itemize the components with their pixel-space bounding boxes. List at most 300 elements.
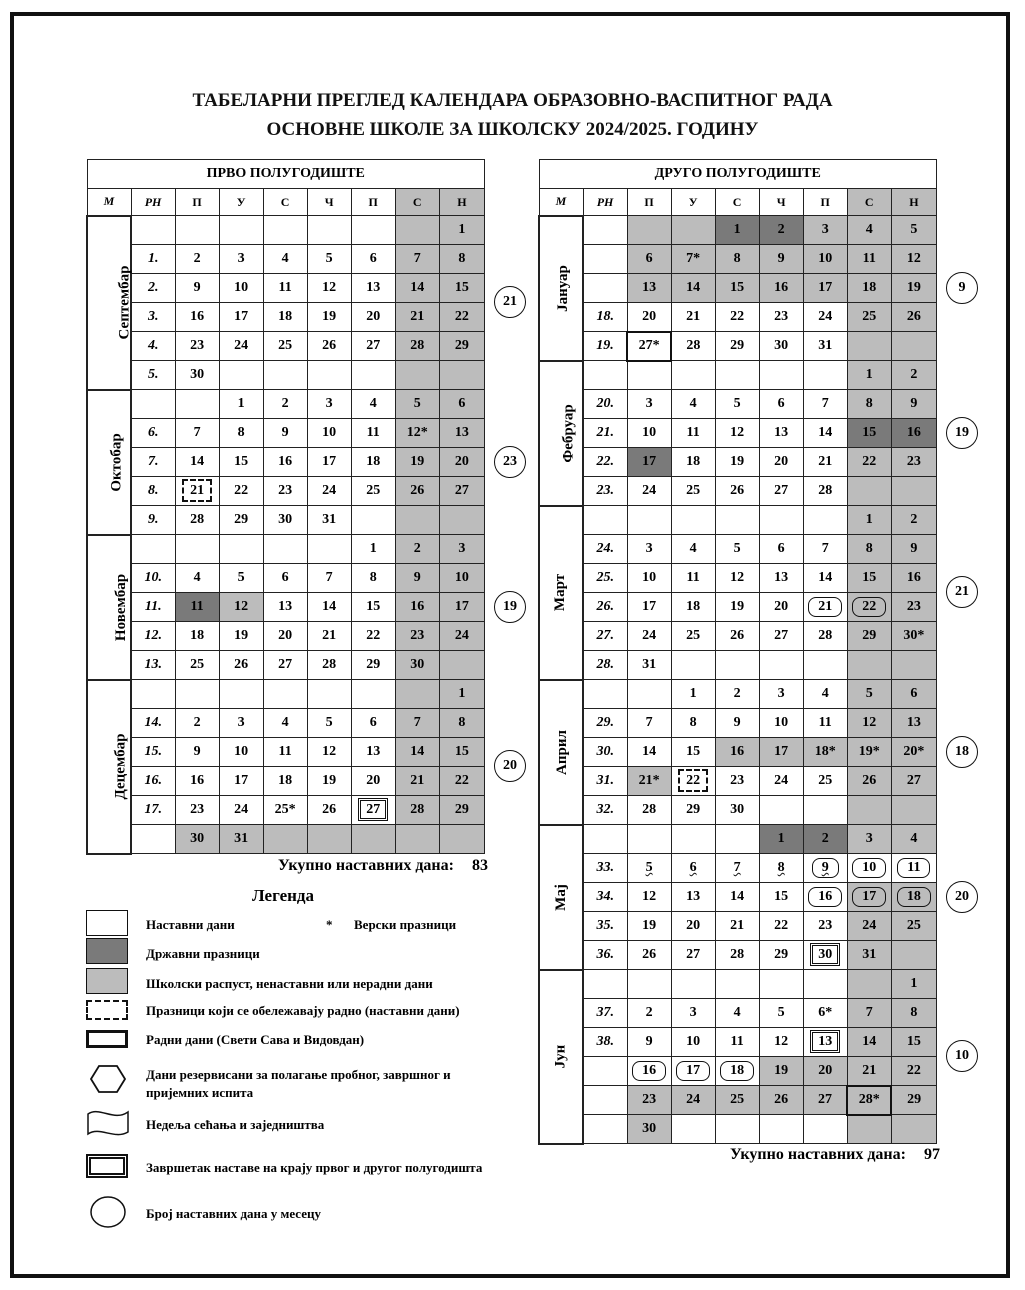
day-number: 19 xyxy=(322,773,337,788)
day-cell xyxy=(671,564,715,593)
week-row xyxy=(87,767,485,796)
week-row xyxy=(539,1028,937,1057)
day-cell xyxy=(715,709,759,738)
day-number: 13 xyxy=(810,1030,840,1053)
day-cell xyxy=(671,303,715,332)
day-number: 29 xyxy=(774,947,789,962)
week-number: 11. xyxy=(144,599,162,614)
day-cell xyxy=(671,970,715,999)
week-number-cell xyxy=(583,448,627,477)
day-cell xyxy=(175,535,219,564)
day-number: 9 xyxy=(910,396,918,411)
day-cell xyxy=(847,593,891,622)
week-row xyxy=(539,361,937,390)
day-cell xyxy=(263,477,307,506)
day-cell xyxy=(395,680,439,709)
day-number: 23 xyxy=(906,454,921,469)
week-number: 1. xyxy=(148,251,159,266)
day-cell xyxy=(803,825,847,854)
day-cell xyxy=(671,883,715,912)
day-cell xyxy=(627,245,671,274)
day-number: 22 xyxy=(774,918,789,933)
day-cell xyxy=(847,912,891,941)
day-number: 5 xyxy=(910,222,918,237)
day-number: 22 xyxy=(454,309,469,324)
day-cell xyxy=(219,303,263,332)
day-number: 19 xyxy=(322,309,337,324)
week-number-cell xyxy=(583,477,627,506)
month-label-cell xyxy=(539,216,583,361)
day-cell xyxy=(351,245,395,274)
week-number-cell xyxy=(583,1115,627,1144)
day-cell xyxy=(627,274,671,303)
day-number: 13 xyxy=(278,599,293,614)
day-cell xyxy=(263,448,307,477)
month-teaching-days-count: 19 xyxy=(946,417,978,449)
day-cell xyxy=(803,680,847,709)
day-cell xyxy=(263,506,307,535)
week-row xyxy=(539,825,937,854)
header-rn: РН xyxy=(131,189,175,216)
day-number: 26 xyxy=(862,773,877,788)
legend-label: Наставни дани xyxy=(146,917,235,932)
day-number: 14 xyxy=(818,425,833,440)
day-cell xyxy=(627,651,671,680)
day-number: 20 xyxy=(774,454,789,469)
day-number: 22 xyxy=(862,454,877,469)
day-number: 21 xyxy=(182,479,212,502)
week-number: 17. xyxy=(144,802,163,817)
legend-label: Државни празници xyxy=(146,946,260,961)
day-number: 9 xyxy=(812,858,839,878)
week-row xyxy=(539,477,937,506)
day-number: 11 xyxy=(686,425,700,440)
week-row xyxy=(539,1057,937,1086)
day-cell xyxy=(715,825,759,854)
day-cell xyxy=(439,680,484,709)
day-number: 4 xyxy=(865,222,873,237)
day-cell xyxy=(627,999,671,1028)
day-cell xyxy=(627,680,671,709)
day-number: 3 xyxy=(821,222,829,237)
day-number: 20 xyxy=(642,308,657,324)
day-number: 29 xyxy=(454,802,469,817)
day-number: 21 xyxy=(410,773,425,788)
day-number: 19 xyxy=(730,599,745,614)
day-number: 14 xyxy=(730,889,745,904)
day-number: 23 xyxy=(190,802,205,817)
day-number: 13 xyxy=(366,280,381,295)
day-cell xyxy=(803,303,847,332)
week-row xyxy=(539,1086,937,1115)
day-cell xyxy=(803,738,847,767)
day-cell xyxy=(219,332,263,361)
day-number: 21 xyxy=(730,918,745,933)
day-number: 14 xyxy=(818,570,833,585)
week-row xyxy=(87,680,485,709)
day-cell xyxy=(715,1057,759,1086)
day-cell xyxy=(715,622,759,651)
day-cell xyxy=(307,535,351,564)
day-number: 10 xyxy=(642,425,657,440)
day-number: 20 xyxy=(366,773,381,788)
day-cell xyxy=(351,274,395,303)
day-number: 27 xyxy=(686,947,701,962)
day-cell xyxy=(263,419,307,448)
day-cell xyxy=(351,651,395,680)
day-number: 15 xyxy=(686,744,701,759)
day-number: 27 xyxy=(366,338,381,353)
day-cell xyxy=(715,564,759,593)
day-number: 10 xyxy=(686,1034,701,1049)
day-cell xyxy=(175,738,219,767)
week-number-cell xyxy=(583,767,627,796)
day-cell xyxy=(627,448,671,477)
day-cell xyxy=(219,622,263,651)
first-semester-total xyxy=(278,857,488,875)
day-cell xyxy=(175,390,219,419)
day-cell xyxy=(307,216,351,245)
day-cell xyxy=(803,709,847,738)
day-number: 10 xyxy=(642,570,657,585)
month-label-cell xyxy=(539,970,583,1144)
day-cell xyxy=(307,767,351,796)
legend-label: Недеља сећања и заједништва xyxy=(146,1117,325,1132)
day-cell xyxy=(671,941,715,970)
week-row xyxy=(539,738,937,767)
day-cell xyxy=(395,390,439,419)
day-number: 16 xyxy=(190,309,205,324)
day-number: 16 xyxy=(410,599,425,614)
day-number: 25 xyxy=(906,918,921,933)
day-cell xyxy=(219,245,263,274)
day-number: 4 xyxy=(193,570,201,585)
day-cell xyxy=(351,390,395,419)
day-cell xyxy=(671,506,715,535)
week-number-cell xyxy=(131,709,175,738)
day-cell xyxy=(671,1057,715,1086)
day-number: 4 xyxy=(281,251,289,266)
week-number-cell xyxy=(131,738,175,767)
day-cell xyxy=(891,506,936,535)
day-number: 6 xyxy=(777,396,785,411)
week-row xyxy=(539,622,937,651)
week-row xyxy=(539,999,937,1028)
day-cell xyxy=(759,883,803,912)
week-number: 8. xyxy=(148,483,159,498)
week-number-cell xyxy=(583,680,627,709)
day-cell xyxy=(395,564,439,593)
day-cell xyxy=(803,390,847,419)
day-cell xyxy=(263,593,307,622)
day-number: 31 xyxy=(322,512,337,527)
week-row xyxy=(539,564,937,593)
week-number: 37. xyxy=(596,1005,615,1020)
day-number: 24 xyxy=(454,628,469,643)
day-number: 21 xyxy=(808,597,842,617)
day-cell xyxy=(759,622,803,651)
day-cell xyxy=(759,738,803,767)
week-number-cell xyxy=(583,361,627,390)
week-number-cell xyxy=(583,564,627,593)
day-cell xyxy=(307,738,351,767)
day-number: 30 xyxy=(190,367,205,382)
week-number-cell xyxy=(583,245,627,274)
month-name: Октобар xyxy=(108,432,125,492)
day-cell xyxy=(759,274,803,303)
day-number: 11 xyxy=(190,599,204,614)
day-cell xyxy=(803,767,847,796)
week-number-cell xyxy=(583,738,627,767)
day-number: 7 xyxy=(821,396,829,411)
month-name: Децембар xyxy=(112,733,129,800)
day-number: 6 xyxy=(369,251,377,266)
day-cell xyxy=(671,477,715,506)
day-cell xyxy=(307,709,351,738)
header-day: У xyxy=(671,189,715,216)
day-number: 24 xyxy=(862,918,877,933)
day-number: 18 xyxy=(862,280,877,295)
day-cell xyxy=(395,622,439,651)
day-number: 10 xyxy=(454,570,469,585)
day-cell xyxy=(175,796,219,825)
day-cell xyxy=(715,854,759,883)
day-cell xyxy=(175,767,219,796)
month-label-cell xyxy=(539,825,583,970)
day-cell xyxy=(715,1028,759,1057)
day-cell xyxy=(263,680,307,709)
day-cell xyxy=(847,1115,891,1144)
week-number: 27. xyxy=(596,628,615,643)
day-cell xyxy=(627,419,671,448)
day-cell xyxy=(759,390,803,419)
day-cell xyxy=(715,245,759,274)
week-number-cell xyxy=(583,1028,627,1057)
day-number: 28 xyxy=(730,947,745,962)
day-cell xyxy=(175,216,219,245)
day-cell xyxy=(671,912,715,941)
day-cell xyxy=(627,303,671,332)
day-cell xyxy=(351,361,395,390)
day-cell xyxy=(395,216,439,245)
day-cell xyxy=(627,1028,671,1057)
day-number: 29 xyxy=(730,338,745,353)
day-number: 1 xyxy=(689,686,697,701)
day-number: 29 xyxy=(454,338,469,353)
day-cell xyxy=(439,796,484,825)
total-label: Укупно наставних дана: xyxy=(730,1146,906,1163)
day-number: 13 xyxy=(686,889,701,904)
day-number: 24 xyxy=(686,1092,701,1107)
day-cell xyxy=(307,274,351,303)
day-cell xyxy=(627,216,671,245)
day-number: 3 xyxy=(325,396,333,411)
day-cell xyxy=(263,361,307,390)
day-number: 2 xyxy=(733,686,741,701)
day-cell xyxy=(847,245,891,274)
day-cell xyxy=(439,448,484,477)
day-number: 10 xyxy=(234,744,249,759)
day-number: 12* xyxy=(406,425,428,440)
day-number: 2 xyxy=(645,1005,653,1020)
day-number: 4 xyxy=(733,1005,741,1020)
day-cell xyxy=(891,593,936,622)
week-number: 23. xyxy=(596,483,615,498)
day-cell xyxy=(847,883,891,912)
day-cell xyxy=(219,767,263,796)
month-teaching-days-count: 23 xyxy=(494,446,526,478)
month-name: Фебруар xyxy=(560,403,577,463)
day-cell xyxy=(307,564,351,593)
day-cell xyxy=(891,738,936,767)
week-number-cell xyxy=(583,999,627,1028)
day-number: 14 xyxy=(686,280,701,295)
day-cell xyxy=(671,680,715,709)
day-cell xyxy=(891,912,936,941)
day-cell xyxy=(307,303,351,332)
day-number: 24 xyxy=(642,483,657,498)
day-number: 4 xyxy=(281,715,289,730)
week-row xyxy=(539,303,937,332)
header-day: Н xyxy=(891,189,936,216)
day-cell xyxy=(715,1115,759,1144)
day-cell xyxy=(803,535,847,564)
day-number: 1 xyxy=(458,222,466,237)
day-cell xyxy=(263,825,307,854)
day-cell xyxy=(891,448,936,477)
day-number: 20 xyxy=(278,628,293,643)
day-cell xyxy=(219,448,263,477)
day-number: 27* xyxy=(638,338,660,353)
day-cell xyxy=(891,970,936,999)
week-number-cell xyxy=(131,332,175,361)
day-number: 16 xyxy=(278,454,293,469)
day-cell xyxy=(219,651,263,680)
day-number: 5 xyxy=(865,686,873,701)
day-cell xyxy=(847,419,891,448)
month-label-cell xyxy=(539,506,583,680)
day-cell xyxy=(803,593,847,622)
day-cell xyxy=(439,477,484,506)
week-row xyxy=(539,390,937,419)
day-number: 2 xyxy=(193,715,201,730)
day-cell xyxy=(263,622,307,651)
day-number: 5 xyxy=(733,396,741,411)
week-row xyxy=(539,245,937,274)
day-number: 29 xyxy=(234,512,249,527)
week-row xyxy=(539,506,937,535)
day-number: 3 xyxy=(645,541,653,556)
week-number-cell xyxy=(583,883,627,912)
day-cell xyxy=(351,622,395,651)
day-cell xyxy=(759,506,803,535)
header-day: П xyxy=(175,189,219,216)
day-number: 26 xyxy=(410,483,425,498)
day-cell xyxy=(671,1028,715,1057)
week-number: 21. xyxy=(596,425,615,440)
day-cell xyxy=(263,767,307,796)
day-number: 1 xyxy=(777,831,785,846)
day-cell xyxy=(759,1028,803,1057)
day-cell xyxy=(759,912,803,941)
day-cell xyxy=(307,593,351,622)
first-semester-table xyxy=(86,159,485,855)
month-teaching-days-count: 18 xyxy=(946,736,978,768)
week-row xyxy=(539,883,937,912)
day-number: 30 xyxy=(774,338,789,353)
week-row xyxy=(87,245,485,274)
day-cell xyxy=(439,593,484,622)
day-number: 6* xyxy=(818,1005,833,1020)
day-number: 9 xyxy=(733,715,741,730)
day-number: 8 xyxy=(910,1005,918,1020)
day-cell xyxy=(175,361,219,390)
hexagon-icon xyxy=(90,1064,126,1094)
day-number: 7 xyxy=(413,251,421,266)
day-cell xyxy=(847,651,891,680)
day-number: 11 xyxy=(897,858,930,878)
day-cell xyxy=(891,274,936,303)
week-row xyxy=(87,390,485,419)
day-cell xyxy=(351,680,395,709)
day-number: 3 xyxy=(777,686,785,701)
week-row xyxy=(87,651,485,680)
day-cell xyxy=(439,564,484,593)
day-number: 26 xyxy=(730,628,745,643)
day-cell xyxy=(847,622,891,651)
header-day: Ч xyxy=(307,189,351,216)
month-name: Јануар xyxy=(554,264,571,312)
week-number-cell xyxy=(131,825,175,854)
day-cell xyxy=(263,738,307,767)
day-number: 14 xyxy=(410,280,425,295)
day-number: 20 xyxy=(774,599,789,614)
week-number: 31. xyxy=(596,773,615,788)
day-number: 28 xyxy=(642,802,657,817)
day-cell xyxy=(671,332,715,361)
week-row xyxy=(87,709,485,738)
week-row xyxy=(87,796,485,825)
day-number: 22 xyxy=(730,309,745,324)
day-number: 11 xyxy=(366,425,380,440)
day-cell xyxy=(803,622,847,651)
week-number-cell xyxy=(583,303,627,332)
day-cell xyxy=(219,796,263,825)
day-number: 18 xyxy=(686,454,701,469)
day-cell xyxy=(803,1028,847,1057)
day-number: 26 xyxy=(730,483,745,498)
header-day: С xyxy=(263,189,307,216)
week-row xyxy=(87,622,485,651)
day-cell xyxy=(395,448,439,477)
day-cell xyxy=(395,303,439,332)
day-cell xyxy=(715,535,759,564)
week-number: 22. xyxy=(596,454,615,469)
day-cell xyxy=(219,216,263,245)
day-number: 15 xyxy=(730,280,745,295)
day-cell xyxy=(439,767,484,796)
day-cell xyxy=(891,680,936,709)
day-number: 22 xyxy=(852,597,886,617)
week-row xyxy=(539,1115,937,1144)
day-cell xyxy=(175,825,219,854)
day-cell xyxy=(759,419,803,448)
day-number: 18 xyxy=(897,887,931,907)
day-number: 14 xyxy=(410,744,425,759)
header-rn: РН xyxy=(583,189,627,216)
day-number: 2 xyxy=(193,251,201,266)
wave-icon xyxy=(86,1108,130,1138)
